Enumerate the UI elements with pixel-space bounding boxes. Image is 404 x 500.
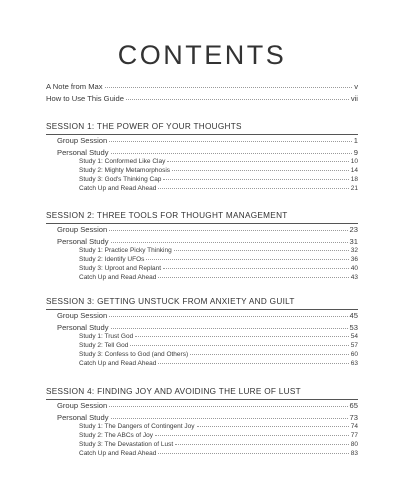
toc-subentry-page: 18 xyxy=(350,176,358,183)
toc-subentry[interactable] xyxy=(79,351,358,358)
toc-subentry-page: 63 xyxy=(350,360,358,367)
toc-subentry-label: Study 2: The ABCs of Joy xyxy=(79,432,153,439)
toc-subentry[interactable] xyxy=(79,432,358,439)
toc-entry[interactable] xyxy=(57,323,358,332)
dot-leader xyxy=(111,152,352,154)
dot-leader xyxy=(158,362,348,364)
dot-leader xyxy=(155,434,349,436)
toc-subentry-page: 57 xyxy=(350,342,358,349)
toc-entry[interactable] xyxy=(57,237,358,246)
toc-subentry-page: 10 xyxy=(350,158,358,165)
toc-entry-page: 53 xyxy=(349,323,358,332)
divider xyxy=(46,223,358,224)
toc-subentry-label: Catch Up and Read Ahead xyxy=(79,360,157,367)
toc-subentry[interactable] xyxy=(79,342,358,349)
dot-leader xyxy=(130,344,348,346)
dot-leader xyxy=(175,443,349,445)
session-heading: SESSION 2: THREE TOOLS FOR THOUGHT MANAGEMENT xyxy=(46,211,288,220)
toc-subentry-label: Study 3: God's Thinking Cap xyxy=(79,176,162,183)
dot-leader xyxy=(111,327,348,329)
dot-leader xyxy=(146,258,348,260)
session-heading: SESSION 1: THE POWER OF YOUR THOUGHTS xyxy=(46,122,242,131)
toc-entry-label: Personal Study xyxy=(57,237,109,246)
dot-leader xyxy=(174,249,349,251)
toc-entry-page: 45 xyxy=(349,311,358,320)
dot-leader xyxy=(109,229,347,231)
divider xyxy=(46,134,358,135)
toc-subentry-page: 83 xyxy=(350,450,358,457)
toc-subentry-label: Study 3: The Devastation of Lust xyxy=(79,441,174,448)
dot-leader xyxy=(163,267,349,269)
dot-leader xyxy=(167,160,348,162)
toc-subentry-page: 60 xyxy=(350,351,358,358)
dot-leader xyxy=(105,86,353,88)
toc-subentry-page: 14 xyxy=(350,167,358,174)
toc-subentry-label: Study 2: Mighty Metamorphosis xyxy=(79,167,171,174)
toc-entry-label: Group Session xyxy=(57,311,108,320)
toc-subentry-page: 74 xyxy=(350,423,358,430)
toc-subentry-label: Study 1: Trust God xyxy=(79,333,134,340)
toc-subentry-page: 40 xyxy=(350,265,358,272)
dot-leader xyxy=(109,140,352,142)
toc-subentry-label: Catch Up and Read Ahead xyxy=(79,450,157,457)
toc-subentry-label: Study 1: Practice Picky Thinking xyxy=(79,247,172,254)
toc-entry[interactable] xyxy=(46,94,358,103)
toc-entry-page: 31 xyxy=(349,237,358,246)
toc-entry-page: 9 xyxy=(353,148,358,157)
toc-subentry-label: Catch Up and Read Ahead xyxy=(79,185,157,192)
toc-entry[interactable] xyxy=(57,311,358,320)
toc-subentry[interactable] xyxy=(79,274,358,281)
toc-entry[interactable] xyxy=(46,82,358,91)
toc-subentry[interactable] xyxy=(79,450,358,457)
toc-entry-label: Personal Study xyxy=(57,323,109,332)
dot-leader xyxy=(158,452,348,454)
toc-subentry-page: 54 xyxy=(350,333,358,340)
dot-leader xyxy=(197,425,349,427)
dot-leader xyxy=(190,353,349,355)
toc-subentry[interactable] xyxy=(79,441,358,448)
toc-entry[interactable] xyxy=(57,413,358,422)
toc-entry-label: Group Session xyxy=(57,225,108,234)
toc-subentry-page: 43 xyxy=(350,274,358,281)
divider xyxy=(46,399,358,400)
toc-subentry-page: 80 xyxy=(350,441,358,448)
page-title: CONTENTS xyxy=(117,40,287,70)
toc-entry-page: 65 xyxy=(349,401,358,410)
toc-entry-label: Personal Study xyxy=(57,413,109,422)
divider xyxy=(46,309,358,310)
dot-leader xyxy=(135,335,349,337)
dot-leader xyxy=(111,417,348,419)
toc-subentry-page: 21 xyxy=(350,185,358,192)
dot-leader xyxy=(158,187,348,189)
session-heading: SESSION 4: FINDING JOY AND AVOIDING THE LURE OF LUST xyxy=(46,387,301,396)
dot-leader xyxy=(158,276,348,278)
toc-subentry[interactable] xyxy=(79,167,358,174)
toc-entry[interactable] xyxy=(57,401,358,410)
toc-subentry-page: 32 xyxy=(350,247,358,254)
toc-subentry-label: Study 1: Conformed Like Clay xyxy=(79,158,166,165)
toc-entry-page: 1 xyxy=(353,136,358,145)
toc-entry-page: 23 xyxy=(349,225,358,234)
toc-subentry[interactable] xyxy=(79,247,358,254)
toc-subentry[interactable] xyxy=(79,423,358,430)
toc-entry-label: How to Use This Guide xyxy=(46,94,124,103)
dot-leader xyxy=(111,241,348,243)
toc-subentry-label: Study 3: Uproot and Replant xyxy=(79,265,162,272)
toc-subentry-label: Catch Up and Read Ahead xyxy=(79,274,157,281)
toc-entry-label: A Note from Max xyxy=(46,82,103,91)
toc-subentry[interactable] xyxy=(79,360,358,367)
toc-subentry[interactable] xyxy=(79,256,358,263)
dot-leader xyxy=(126,98,349,100)
toc-subentry[interactable] xyxy=(79,185,358,192)
toc-subentry-label: Study 3: Confess to God (and Others) xyxy=(79,351,189,358)
toc-entry[interactable] xyxy=(57,225,358,234)
toc-entry-page: 73 xyxy=(349,413,358,422)
toc-entry-label: Group Session xyxy=(57,401,108,410)
dot-leader xyxy=(172,169,349,171)
toc-subentry[interactable] xyxy=(79,176,358,183)
toc-subentry-label: Study 2: Tell God xyxy=(79,342,129,349)
dot-leader xyxy=(109,405,347,407)
toc-subentry[interactable] xyxy=(79,333,358,340)
toc-subentry[interactable] xyxy=(79,265,358,272)
toc-entry-page: v xyxy=(354,82,358,91)
session-heading: SESSION 3: GETTING UNSTUCK FROM ANXIETY AND GUILT xyxy=(46,297,295,306)
toc-entry[interactable] xyxy=(57,148,358,157)
toc-entry-label: Group Session xyxy=(57,136,108,145)
toc-subentry-label: Study 2: Identify UFOs xyxy=(79,256,145,263)
toc-entry[interactable] xyxy=(57,136,358,145)
toc-entry-label: Personal Study xyxy=(57,148,109,157)
toc-subentry-page: 77 xyxy=(350,432,358,439)
dot-leader xyxy=(163,178,348,180)
toc-subentry[interactable] xyxy=(79,158,358,165)
toc-subentry-page: 36 xyxy=(350,256,358,263)
toc-entry-page: vii xyxy=(350,94,358,103)
dot-leader xyxy=(109,315,347,317)
toc-subentry-label: Study 1: The Dangers of Contingent Joy xyxy=(79,423,195,430)
